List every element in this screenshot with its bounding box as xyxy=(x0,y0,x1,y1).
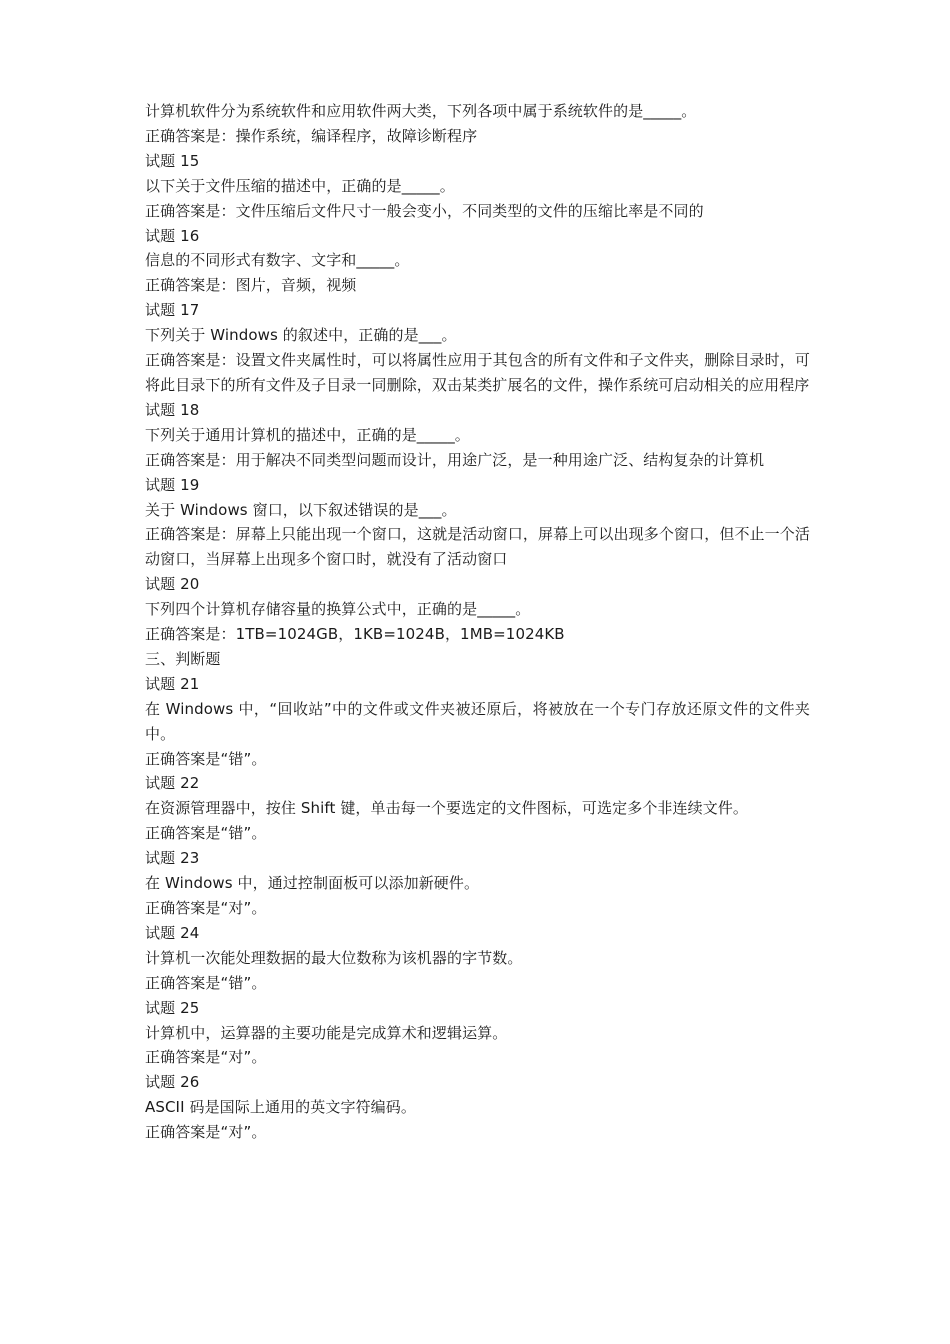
question-text: 计算机中，运算器的主要功能是完成算术和逻辑运算。 xyxy=(145,1023,508,1042)
question-number: 试题 24 xyxy=(145,923,200,942)
question-number: 试题 18 xyxy=(145,400,200,419)
question-text: 计算机软件分为系统软件和应用软件两大类，下列各项中属于系统软件的是_____。 xyxy=(145,102,697,120)
answer-text: 正确答案是“错”。 xyxy=(145,749,267,768)
question-number: 试题 19 xyxy=(145,475,200,494)
section-heading: 三、判断题 xyxy=(145,649,221,668)
question-text: 下列关于通用计算机的描述中，正确的是_____。 xyxy=(145,425,470,444)
question-text: ASCII 码是国际上通用的英文字符编码。 xyxy=(145,1098,416,1117)
question-text: 在 Windows 中，通过控制面板可以添加新硬件。 xyxy=(145,874,480,893)
answer-text: 正确答案是“对”。 xyxy=(145,1123,267,1142)
answer-text: 正确答案是：屏幕上只能出现一个窗口，这就是活动窗口，屏幕上可以出现多个窗口，但不止一个活动窗口，当屏幕上出现多个窗口时，就没有了活动窗口 xyxy=(145,525,810,569)
answer-text: 正确答案是“对”。 xyxy=(145,1048,267,1067)
answer-text: 正确答案是：设置文件夹属性时，可以将属性应用于其包含的所有文件和子文件夹，删除目录时，可将此目录下的所有文件及子目录一同删除，双击某类扩展名的文件，操作系统可启动相关的应用程序 xyxy=(145,351,810,394)
document-body xyxy=(145,99,810,1145)
question-number: 试题 17 xyxy=(145,301,200,320)
question-text: 下列四个计算机存储容量的换算公式中，正确的是_____。 xyxy=(145,600,531,619)
question-number: 试题 20 xyxy=(145,575,200,594)
question-text: 计算机一次能处理数据的最大位数称为该机器的字节数。 xyxy=(145,948,523,967)
question-number: 试题 23 xyxy=(145,849,200,868)
question-number: 试题 16 xyxy=(145,226,200,245)
question-number: 试题 25 xyxy=(145,998,200,1017)
answer-text: 正确答案是：图片，音频，视频 xyxy=(145,276,357,295)
answer-text: 正确答案是：文件压缩后文件尺寸一般会变小，不同类型的文件的压缩比率是不同的 xyxy=(145,201,704,220)
question-number: 试题 15 xyxy=(145,151,200,170)
question-text: 关于 Windows 窗口，以下叙述错误的是___。 xyxy=(145,500,457,519)
question-text: 在 Windows 中，“回收站”中的文件或文件夹被还原后，将被放在一个专门存放还原文件的文件夹中。 xyxy=(145,699,810,743)
answer-text: 正确答案是：操作系统，编译程序，故障诊断程序 xyxy=(145,126,478,145)
question-text: 下列关于 Windows 的叙述中，正确的是___。 xyxy=(145,326,457,345)
question-text: 在资源管理器中，按住 Shift 键，单击每一个要选定的文件图标，可选定多个非连续文件。 xyxy=(145,799,749,818)
answer-text: 正确答案是：用于解决不同类型问题而设计，用途广泛，是一种用途广泛、结构复杂的计算机 xyxy=(145,450,765,469)
question-text: 信息的不同形式有数字、文字和_____。 xyxy=(145,251,410,270)
question-number: 试题 22 xyxy=(145,774,200,793)
answer-text: 正确答案是“错”。 xyxy=(145,824,267,843)
answer-text: 正确答案是：1TB=1024GB，1KB=1024B，1MB=1024KB xyxy=(145,625,565,644)
question-number: 试题 26 xyxy=(145,1073,200,1092)
answer-text: 正确答案是“错”。 xyxy=(145,973,267,992)
answer-text: 正确答案是“对”。 xyxy=(145,899,267,917)
question-text: 以下关于文件压缩的描述中，正确的是_____。 xyxy=(145,176,455,195)
question-number: 试题 21 xyxy=(145,674,200,693)
